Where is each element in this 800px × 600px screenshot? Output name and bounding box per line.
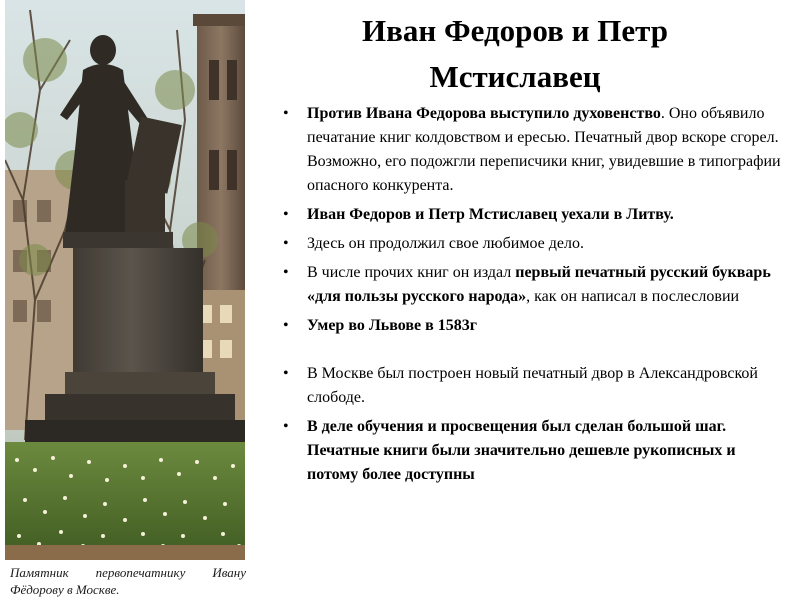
bullet-item — [283, 102, 783, 198]
slide-title — [255, 8, 775, 100]
caption-word: Памятник — [10, 565, 69, 580]
bullet-item — [283, 232, 783, 256]
bullet-bold-text: Умер во Львове в 1583г — [307, 317, 478, 334]
bullet-bold-text: Иван Федоров и Петр Мстиславец уехали в Литву. — [307, 206, 674, 223]
bullet-text: В числе прочих книг он издал — [307, 264, 516, 281]
title-line-2: Мстиславец — [429, 59, 601, 94]
caption-line-2: Фёдорову в Москве. — [10, 582, 120, 597]
photo-caption — [10, 564, 246, 598]
bullet-bold-text: первый печатный русский букварь «для пользы русского народа» — [307, 264, 771, 305]
bullet-item — [283, 415, 783, 487]
bullet-text: Здесь он продолжил свое любимое дело. — [307, 235, 584, 252]
bullet-text: . Оно объявило печатание книг колдовством и ересью. Печатный двор вскоре сгорел. Возможно, его подожгли переписчики книг, увидевшие в типографии опасного конкурента. — [307, 105, 781, 194]
bullet-bold-text: Против Ивана Федорова выступило духовенство — [307, 105, 661, 122]
bullet-text: , как он написал в послесловии — [526, 288, 740, 305]
bullet-item — [283, 314, 783, 338]
bullet-item — [283, 362, 783, 410]
bullet-item — [283, 203, 783, 227]
bullet-bold-text: В деле обучения и просвещения был сделан большой шаг. Печатные книги были значительно дешевле рукописных и потому более доступны — [307, 418, 736, 483]
bullet-list — [283, 102, 783, 492]
monument-photo — [5, 0, 245, 560]
bullet-text: В Москве был построен новый печатный двор в Александровской слободе. — [307, 365, 758, 406]
title-line-1: Иван Федоров и Петр — [362, 13, 668, 48]
caption-word: Ивану — [212, 565, 246, 580]
bullet-item — [283, 261, 783, 309]
caption-word: первопечатнику — [95, 565, 186, 580]
